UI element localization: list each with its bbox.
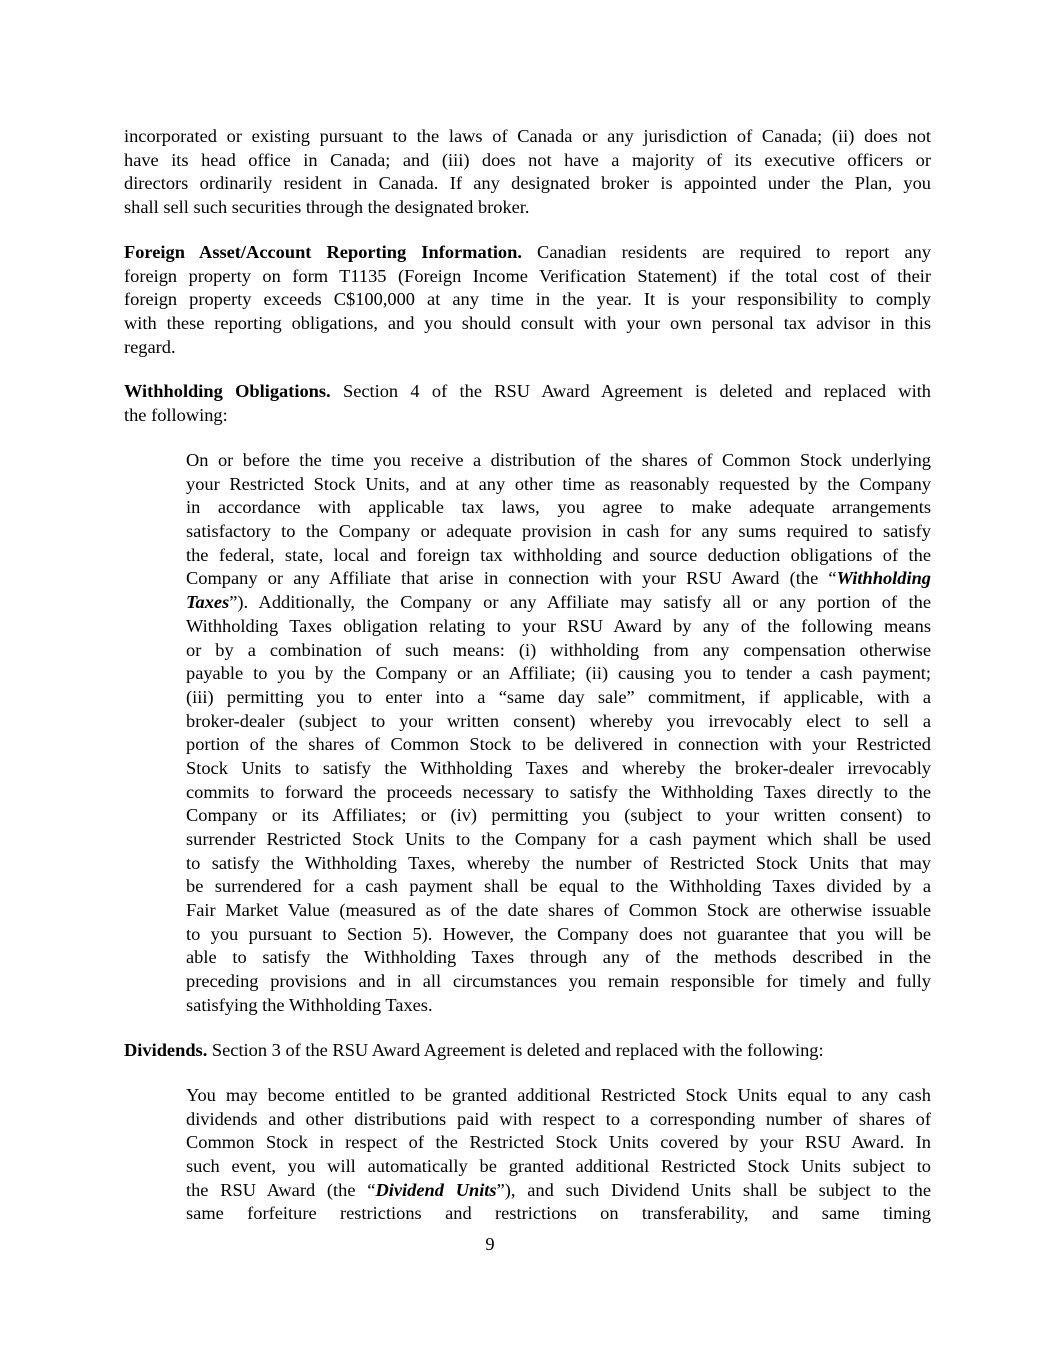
text-line [124, 149, 931, 173]
text-run: foreign property on form T1135 (Foreign Income Verification Statement) if the total cost of their [124, 265, 931, 286]
text-line [186, 852, 931, 876]
text-run: in accordance with applicable tax laws, you agree to make adequate arrangements [186, 497, 931, 518]
text-line [186, 781, 931, 805]
text-run: to satisfy the Withholding Taxes, whereby the number of Restricted Stock Units that may [186, 852, 931, 873]
text-line [186, 875, 931, 899]
text-line [186, 686, 931, 710]
paragraph-canada-securities-cont [124, 125, 931, 220]
text-run: payable to you by the Company or an Affiliate; (ii) causing you to tender a cash payment; [186, 663, 931, 684]
text-line [186, 496, 931, 520]
text-run: able to satisfy the Withholding Taxes through any of the methods described in the [186, 947, 931, 968]
text-run: regard. [124, 336, 176, 357]
text-run: the RSU Award (the “ [186, 1179, 376, 1200]
section-heading: Withholding Obligations. [124, 381, 331, 401]
section-heading: Dividends. [124, 1040, 208, 1060]
text-line [186, 757, 931, 781]
text-run: to you pursuant to Section 5). However, the Company does not guarantee that you will be [186, 923, 931, 944]
text-run: portion of the shares of Common Stock to be delivered in connection with your Restricted [186, 734, 931, 755]
text-line [124, 172, 931, 196]
text-run: Section 4 of the RSU Award Agreement is deleted and replaced with [330, 381, 931, 401]
text-line [186, 1131, 931, 1155]
text-run: dividends and other distributions paid with respect to a corresponding number of shares of [186, 1108, 931, 1129]
defined-term: Dividend Units [375, 1179, 497, 1200]
text-run: Withholding Taxes obligation relating to your RSU Award by any of the following means [186, 615, 931, 636]
text-line [124, 196, 931, 220]
text-run: broker-dealer (subject to your written consent) whereby you irrevocably elect to sell a [186, 710, 931, 731]
text-run: ”), and such Dividend Units shall be subject to the [496, 1179, 931, 1200]
text-run: preceding provisions and in all circumstances you remain responsible for timely and fully [186, 971, 931, 992]
text-line [186, 1084, 931, 1108]
text-run: Fair Market Value (measured as of the date shares of Common Stock are otherwise issuable [186, 900, 931, 921]
text-line [186, 449, 931, 473]
text-run: be surrendered for a cash payment shall be equal to the Withholding Taxes divided by a [186, 876, 931, 897]
text-line [186, 994, 931, 1018]
text-run: incorporated or existing pursuant to the laws of Canada or any jurisdiction of Canada; (ii) does not [124, 126, 931, 146]
text-line [186, 591, 931, 615]
text-line [124, 404, 931, 428]
text-run: Company or its Affiliates; or (iv) permitting you (subject to your written consent) to [186, 805, 931, 826]
text-line [124, 241, 931, 265]
text-line [186, 639, 931, 663]
text-run: satisfactory to the Company or adequate provision in cash for any sums required to satisfy [186, 521, 931, 542]
text-line [186, 615, 931, 639]
text-run: Stock Units to satisfy the Withholding Taxes and whereby the broker-dealer irrevocably [186, 757, 931, 778]
text-line [124, 125, 931, 149]
text-run: the federal, state, local and foreign tax withholding and source deduction obligations of the [186, 544, 931, 565]
text-line [186, 544, 931, 568]
text-run: have its head office in Canada; and (iii) does not have a majority of its executive officers or [124, 149, 931, 170]
text-run: ”). Additionally, the Company or any Affiliate may satisfy all or any portion of the [229, 592, 931, 613]
text-run: Common Stock in respect of the Restricted Stock Units covered by your RSU Award. In [186, 1132, 931, 1153]
defined-term: Taxes [186, 592, 230, 613]
text-line [186, 567, 931, 591]
defined-term: Withholding [836, 568, 931, 589]
text-run: surrender Restricted Stock Units to the Company for a cash payment which shall be used [186, 829, 931, 849]
text-run: shall sell such securities through the designated broker. [124, 197, 530, 218]
text-line [124, 380, 931, 404]
text-line [186, 804, 931, 828]
text-line [186, 1108, 931, 1132]
paragraph-dividends [124, 1039, 931, 1063]
text-run: or by a combination of such means: (i) withholding from any compensation otherwise [186, 639, 931, 660]
section-heading: Foreign Asset/Account Reporting Information. [124, 242, 522, 262]
text-run: the following: [124, 404, 228, 425]
text-run: directors ordinarily resident in Canada. If any designated broker is appointed under the Plan, you [124, 173, 931, 194]
text-run: On or before the time you receive a distribution of the shares of Common Stock underlying [186, 450, 931, 470]
text-line [186, 923, 931, 947]
text-run: commits to forward the proceeds necessary to satisfy the Withholding Taxes directly to the [186, 781, 931, 802]
text-run: You may become entitled to be granted additional Restricted Stock Units equal to any cash [186, 1085, 931, 1105]
text-line [186, 1155, 931, 1179]
text-line [186, 828, 931, 852]
text-run: same forfeiture restrictions and restrictions on transferability, and same timing [186, 1203, 931, 1224]
text-line [186, 1202, 931, 1226]
text-run: such event, you will automatically be granted additional Restricted Stock Units subject to [186, 1156, 931, 1177]
text-line [186, 970, 931, 994]
text-run: with these reporting obligations, and you should consult with your own personal tax advisor in this [124, 313, 931, 334]
text-line [186, 1179, 931, 1203]
text-line [186, 733, 931, 757]
text-line [124, 265, 931, 289]
text-run: Company or any Affiliate that arise in connection with your RSU Award (the “ [186, 568, 837, 589]
text-run: Canadian residents are required to report any [521, 242, 931, 262]
text-line [186, 899, 931, 923]
text-line [186, 473, 931, 497]
text-line [124, 312, 931, 336]
text-run: satisfying the Withholding Taxes. [186, 994, 433, 1015]
text-run: foreign property exceeds C$100,000 at any time in the year. It is your responsibility to comply [124, 289, 931, 310]
text-line [186, 946, 931, 970]
text-line [124, 288, 931, 312]
text-line [124, 336, 931, 360]
text-run: Section 3 of the RSU Award Agreement is deleted and replaced with the following: [207, 1040, 824, 1060]
text-line [124, 1039, 931, 1063]
text-line [186, 710, 931, 734]
paragraph-foreign-asset-reporting [124, 241, 931, 359]
text-run: your Restricted Stock Units, and at any other time as reasonably requested by the Company [186, 473, 931, 494]
paragraph-withholding-text [186, 449, 931, 1018]
paragraph-dividends-text [186, 1084, 931, 1226]
text-line [186, 662, 931, 686]
text-line [186, 520, 931, 544]
page-number: 9 [485, 1234, 495, 1254]
text-run: (iii) permitting you to enter into a “same day sale” commitment, if applicable, with a [186, 686, 931, 707]
paragraph-withholding-obligations [124, 380, 931, 427]
